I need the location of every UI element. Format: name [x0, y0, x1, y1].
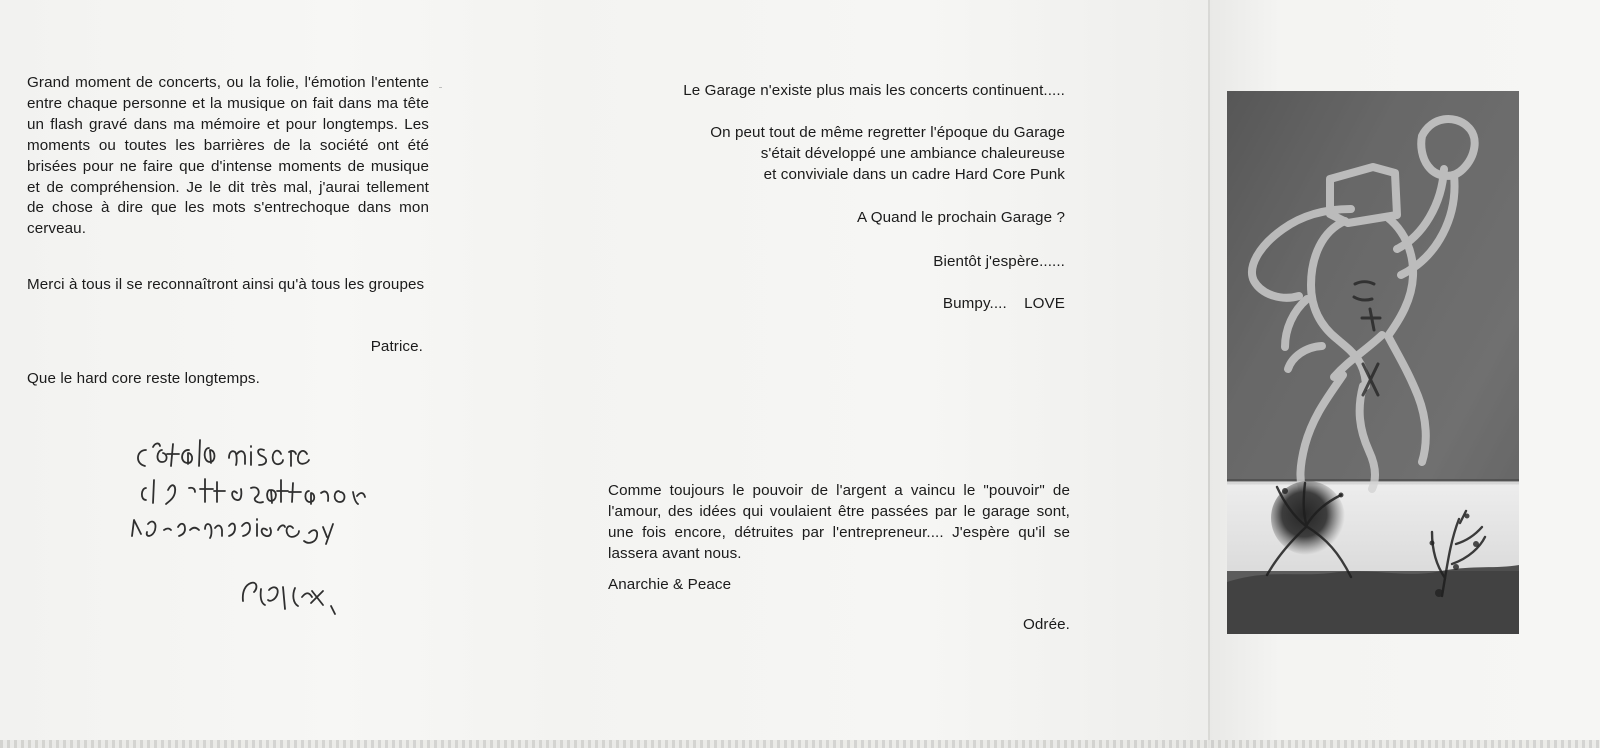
graffiti-photo — [1227, 91, 1519, 634]
scan-bottom-edge — [0, 740, 1600, 748]
middle-question: A Quand le prochain Garage ? — [857, 209, 1065, 226]
middle-paragraph-2: Comme toujours le pouvoir de l'argent a vaincu le "pouvoir" de l'amour, des idées qui voulaient être passées par le garage sont, une fois encore, détruites par l'entrepreneur.... J'espère qu'il se lassera avant nous. — [608, 482, 1070, 562]
middle-hope: Bientôt j'espère...... — [933, 253, 1065, 270]
left-signature: Patrice. — [370, 338, 423, 355]
middle-paragraph-1-line-1: On peut tout de même regretter l'époque du Garage — [710, 124, 1065, 141]
left-paragraph-1: Grand moment de concerts, ou la folie, l'émotion l'entente entre chaque personne et la musique on fait dans ma tête un flash gravé dans ma mémoire et pour longtemps. Les moments ou toutes les barrières de la société ont été brisées pour ne faire que d'intense moments de musique et de compréhension. Je le dit très mal, j'aurai tellement de chose à dire que les mots s'entrechoque dans mon cerveau. — [27, 74, 429, 238]
graffiti-photo-image — [1227, 91, 1519, 634]
left-closing-line: Que le hard core reste longtemps. — [27, 370, 260, 387]
middle-paragraph-1-line-2: s'était développé une ambiance chaleureuse — [760, 144, 1065, 162]
page-fold — [1208, 0, 1210, 748]
handwritten-note-drawing — [121, 432, 396, 662]
middle-paragraph-1 — [603, 123, 1065, 186]
middle-paragraph-1-line-3: et conviviale dans un cadre Hard Core Punk — [763, 165, 1065, 183]
middle-signature: Odrée. — [1022, 616, 1070, 633]
left-paragraph-2: Merci à tous il se reconnaîtront ainsi qu'à tous les groupes — [27, 276, 425, 293]
middle-line-1: Le Garage n'existe plus mais les concerts continuent..... — [683, 82, 1065, 99]
crop-mark — [439, 87, 442, 88]
handwritten-note — [121, 432, 396, 662]
middle-sign-off: Bumpy.... LOVE — [942, 295, 1065, 312]
middle-closing: Anarchie & Peace — [608, 576, 732, 593]
